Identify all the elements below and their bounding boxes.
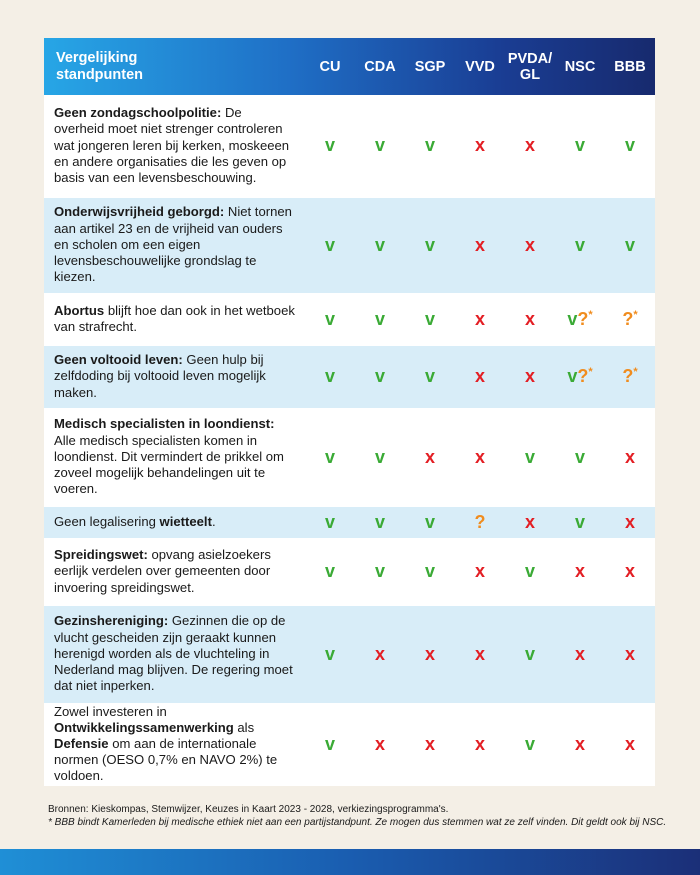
mark-cda bbox=[355, 538, 405, 605]
mark-sgp bbox=[405, 703, 455, 785]
mark-vvd bbox=[455, 345, 505, 408]
check-mark-icon: v bbox=[524, 643, 535, 664]
statement-text: . bbox=[211, 513, 216, 529]
check-mark-icon: v bbox=[424, 234, 435, 255]
mark-bbb bbox=[605, 197, 655, 293]
sources-line: Bronnen: Kieskompas, Stemwijzer, Keuzes in Kaart 2023 - 2028, verkiezingsprogramma's. bbox=[48, 804, 449, 815]
check-mark-icon: v bbox=[324, 643, 335, 664]
cross-mark-icon: x bbox=[624, 446, 635, 467]
check-mark-icon: v bbox=[624, 135, 635, 156]
check-question-mark-icon: v?* bbox=[567, 308, 593, 329]
mark-cda bbox=[355, 703, 405, 785]
statement-bold: wietteelt bbox=[159, 513, 212, 529]
check-mark-icon: v bbox=[574, 234, 585, 255]
mark-nsc bbox=[555, 506, 605, 538]
mark-cu bbox=[305, 408, 355, 506]
statement-cell bbox=[44, 506, 305, 538]
table-row bbox=[44, 605, 655, 703]
table-row bbox=[44, 197, 655, 293]
cross-mark-icon: x bbox=[424, 643, 435, 664]
mark-sgp bbox=[405, 345, 455, 408]
mark-sgp bbox=[405, 538, 455, 605]
question-mark-icon: ? bbox=[474, 511, 486, 532]
mark-cu bbox=[305, 506, 355, 538]
table-row bbox=[44, 506, 655, 538]
cross-mark-icon: x bbox=[624, 561, 635, 581]
check-mark-icon: v bbox=[424, 366, 435, 386]
statement-text: als bbox=[233, 719, 255, 735]
check-mark-icon: v bbox=[574, 511, 585, 532]
mark-cu bbox=[305, 703, 355, 785]
table-row bbox=[44, 408, 655, 506]
comparison-table bbox=[44, 38, 655, 786]
statement-bold: Gezinshereniging: bbox=[54, 613, 169, 629]
check-mark-icon: v bbox=[324, 733, 335, 754]
cross-mark-icon: x bbox=[524, 308, 535, 329]
cross-mark-icon: x bbox=[624, 511, 635, 532]
table-row bbox=[44, 703, 655, 785]
cross-mark-icon: x bbox=[374, 643, 385, 664]
statement-text: Gezinnen die op de vlucht gescheiden zijn geraakt kunnen herenigd worden als de vluchteling in Nederland mag blijven. De regering moet dat niet inperken. bbox=[54, 613, 293, 694]
party-header-bbb: BBB bbox=[614, 58, 646, 75]
mark-cda bbox=[355, 345, 405, 408]
cross-mark-icon: x bbox=[524, 135, 535, 156]
mark-bbb bbox=[605, 345, 655, 408]
cross-mark-icon: x bbox=[574, 643, 585, 664]
check-mark-icon: v bbox=[524, 561, 535, 581]
mark-pvda-gl bbox=[505, 95, 555, 197]
check-mark-icon: v bbox=[374, 511, 385, 532]
table-title: Vergelijking standpunten bbox=[56, 49, 143, 83]
statement-cell bbox=[44, 293, 305, 345]
statement-text: Geen legalisering bbox=[54, 513, 160, 529]
check-mark-icon: v bbox=[524, 446, 535, 467]
table-header bbox=[44, 38, 655, 95]
check-mark-icon: v bbox=[324, 511, 335, 532]
question-mark-icon: ?* bbox=[622, 308, 638, 329]
mark-bbb bbox=[605, 605, 655, 703]
cross-mark-icon: x bbox=[474, 643, 485, 664]
cross-mark-icon: x bbox=[424, 733, 435, 754]
cross-mark-icon: x bbox=[574, 733, 585, 754]
check-mark-icon: v bbox=[574, 446, 585, 467]
statement-bold: Defensie bbox=[54, 735, 109, 751]
mark-pvda-gl bbox=[505, 506, 555, 538]
cross-mark-icon: x bbox=[524, 366, 535, 386]
check-mark-icon: v bbox=[324, 308, 335, 329]
statement-bold: Spreidingswet: bbox=[54, 547, 148, 563]
check-mark-icon: v bbox=[424, 561, 435, 581]
mark-vvd bbox=[455, 605, 505, 703]
party-header-sgp: SGP bbox=[414, 58, 446, 75]
statement-cell bbox=[44, 345, 305, 408]
mark-sgp bbox=[405, 95, 455, 197]
mark-nsc bbox=[555, 293, 605, 345]
mark-pvda-gl bbox=[505, 538, 555, 605]
mark-cda bbox=[355, 605, 405, 703]
party-header-pvda-gl: PVDA/ GL bbox=[507, 50, 553, 83]
check-mark-icon: v bbox=[424, 511, 435, 532]
mark-sgp bbox=[405, 197, 455, 293]
mark-cda bbox=[355, 197, 405, 293]
mark-bbb bbox=[605, 703, 655, 785]
mark-sgp bbox=[405, 293, 455, 345]
mark-vvd bbox=[455, 293, 505, 345]
mark-vvd bbox=[455, 408, 505, 506]
cross-mark-icon: x bbox=[524, 234, 535, 255]
mark-pvda-gl bbox=[505, 408, 555, 506]
party-header-vvd: VVD bbox=[465, 58, 495, 75]
mark-bbb bbox=[605, 293, 655, 345]
statement-text: Alle medisch specialisten komen in loondienst. Dit vermindert de prikkel om zoveel mogelijk behandelingen uit te voeren. bbox=[54, 432, 284, 497]
mark-bbb bbox=[605, 408, 655, 506]
statement-text: opvang asielzoekers eerlijk verdelen over gemeenten door invoering spreidingswet. bbox=[54, 547, 271, 595]
mark-vvd bbox=[455, 703, 505, 785]
mark-bbb bbox=[605, 538, 655, 605]
statement-text: Geen hulp bij zelfdoding bij voltooid leven mogelijk maken. bbox=[54, 352, 266, 400]
check-mark-icon: v bbox=[424, 308, 435, 329]
statement-text: Zowel investeren in bbox=[54, 703, 167, 719]
cross-mark-icon: x bbox=[624, 643, 635, 664]
check-mark-icon: v bbox=[324, 446, 335, 467]
mark-cu bbox=[305, 95, 355, 197]
mark-pvda-gl bbox=[505, 197, 555, 293]
statement-text: De overheid moet niet strenger controleren wat jongeren leren bij kerken, moskeeen en andere organisaties die les geven op basis van een levensbeschouwing. bbox=[54, 105, 290, 186]
mark-sgp bbox=[405, 408, 455, 506]
mark-cu bbox=[305, 345, 355, 408]
cross-mark-icon: x bbox=[524, 511, 535, 532]
mark-vvd bbox=[455, 95, 505, 197]
cross-mark-icon: x bbox=[474, 234, 485, 255]
party-header-cda: CDA bbox=[364, 58, 396, 75]
table-body bbox=[44, 95, 655, 785]
table-row bbox=[44, 345, 655, 408]
mark-cda bbox=[355, 95, 405, 197]
mark-nsc bbox=[555, 95, 605, 197]
statement-text: om aan de internationale normen (OESO 0,7% en NAVO 2%) te voldoen. bbox=[54, 735, 278, 784]
cross-mark-icon: x bbox=[374, 733, 385, 754]
statement-cell bbox=[44, 408, 305, 506]
check-mark-icon: v bbox=[624, 234, 635, 255]
party-header-nsc: NSC bbox=[564, 58, 596, 75]
check-mark-icon: v bbox=[424, 135, 435, 156]
mark-cda bbox=[355, 408, 405, 506]
mark-cu bbox=[305, 293, 355, 345]
footer-sources bbox=[48, 804, 668, 829]
statement-bold: Geen zondagschoolpolitie: bbox=[54, 105, 222, 121]
cross-mark-icon: x bbox=[624, 733, 635, 754]
statement-bold: Ontwikkelingssamenwerking bbox=[54, 719, 234, 735]
mark-cu bbox=[305, 538, 355, 605]
mark-pvda-gl bbox=[505, 345, 555, 408]
statement-bold: Medisch specialisten in loondienst: bbox=[54, 416, 275, 432]
check-question-mark-icon: v?* bbox=[567, 366, 593, 386]
statement-cell bbox=[44, 95, 305, 197]
statement-cell bbox=[44, 538, 305, 605]
check-mark-icon: v bbox=[374, 135, 385, 156]
statement-text: blijft hoe dan ook in het wetboek van strafrecht. bbox=[54, 302, 295, 334]
cross-mark-icon: x bbox=[424, 446, 435, 467]
check-mark-icon: v bbox=[574, 135, 585, 156]
mark-nsc bbox=[555, 703, 605, 785]
mark-cu bbox=[305, 605, 355, 703]
check-mark-icon: v bbox=[324, 135, 335, 156]
check-mark-icon: v bbox=[374, 366, 385, 386]
mark-vvd bbox=[455, 197, 505, 293]
mark-vvd bbox=[455, 538, 505, 605]
question-mark-icon: ?* bbox=[622, 366, 638, 386]
check-mark-icon: v bbox=[324, 366, 335, 386]
mark-nsc bbox=[555, 605, 605, 703]
statement-cell bbox=[44, 197, 305, 293]
check-mark-icon: v bbox=[374, 561, 385, 581]
mark-vvd bbox=[455, 506, 505, 538]
check-mark-icon: v bbox=[324, 234, 335, 255]
cross-mark-icon: x bbox=[474, 446, 485, 467]
statement-cell bbox=[44, 703, 305, 785]
mark-cda bbox=[355, 506, 405, 538]
statement-text: Niet tornen aan artikel 23 en de vrijheid van ouders en scholen om een eigen levensbeschouwelijke grondslag te kiezen. bbox=[54, 204, 292, 285]
cross-mark-icon: x bbox=[474, 366, 485, 386]
cross-mark-icon: x bbox=[474, 308, 485, 329]
check-mark-icon: v bbox=[374, 234, 385, 255]
mark-bbb bbox=[605, 506, 655, 538]
mark-nsc bbox=[555, 197, 605, 293]
bottom-color-band bbox=[0, 849, 700, 875]
check-mark-icon: v bbox=[324, 561, 335, 581]
check-mark-icon: v bbox=[524, 733, 535, 754]
mark-nsc bbox=[555, 538, 605, 605]
table-row bbox=[44, 95, 655, 197]
cross-mark-icon: x bbox=[474, 561, 485, 581]
statement-bold: Onderwijsvrijheid geborgd: bbox=[54, 204, 225, 220]
mark-pvda-gl bbox=[505, 605, 555, 703]
statement-bold: Geen voltooid leven: bbox=[54, 352, 183, 368]
mark-bbb bbox=[605, 95, 655, 197]
mark-cda bbox=[355, 293, 405, 345]
check-mark-icon: v bbox=[374, 446, 385, 467]
mark-pvda-gl bbox=[505, 703, 555, 785]
table-row bbox=[44, 293, 655, 345]
footnote: * BBB bindt Kamerleden bij medische ethiek niet aan een partijstandpunt. Ze mogen dus stemmen wat ze zelf vinden. Dit geldt ook bij NSC. bbox=[48, 816, 667, 828]
mark-cu bbox=[305, 197, 355, 293]
party-header-cu: CU bbox=[319, 58, 341, 75]
mark-sgp bbox=[405, 605, 455, 703]
mark-pvda-gl bbox=[505, 293, 555, 345]
statement-bold: Abortus bbox=[54, 302, 105, 318]
statement-cell bbox=[44, 605, 305, 703]
cross-mark-icon: x bbox=[574, 561, 585, 581]
table-row bbox=[44, 538, 655, 605]
check-mark-icon: v bbox=[374, 308, 385, 329]
mark-nsc bbox=[555, 345, 605, 408]
cross-mark-icon: x bbox=[474, 733, 485, 754]
mark-nsc bbox=[555, 408, 605, 506]
cross-mark-icon: x bbox=[474, 135, 485, 156]
mark-sgp bbox=[405, 506, 455, 538]
